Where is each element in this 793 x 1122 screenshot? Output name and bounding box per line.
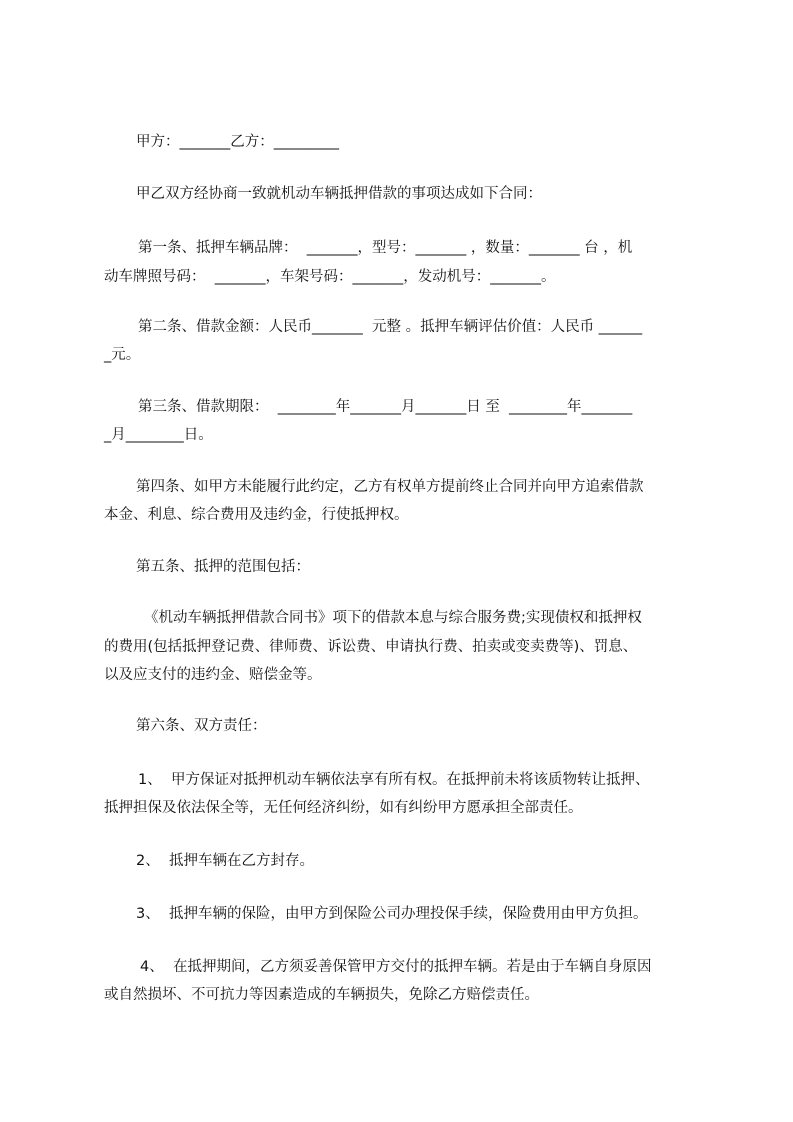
duty-4-line-2: 或自然损坏、不可抗力等因素造成的车辆损失，免除乙方赔偿责任。	[104, 987, 539, 1003]
article-1-line-2: 动车牌照号码： _______，车架号码：_______，发动机号：_______。	[104, 269, 556, 285]
duty-1-line-1: 1、 甲方保证对抵押机动车辆依法享有所有权。在抵押前未将该质物转让抵押、	[138, 772, 650, 788]
article-2-line-1: 第二条、借款金额：人民币_______ 元整 。抵押车辆评估价值：人民币 ______	[138, 319, 643, 335]
article-4-line-2: 本金、利息、综合费用及违约金，行使抵押权。	[104, 507, 409, 523]
article-1-line-1: 第一条、抵押车辆品牌： _______，型号：_______ ，数量：_______ 台 ，机	[138, 240, 633, 256]
parties-line: 甲方：_______乙方：_________	[136, 134, 339, 150]
duty-1-line-2: 抵押担保及依法保全等，无任何经济纠纷，如有纠纷甲方愿承担全部责任。	[104, 800, 583, 816]
article-2-line-2: _元。	[104, 347, 141, 363]
article-5-body-line-3: 以及应支付的违约金、赔偿金等。	[104, 667, 322, 683]
article-4-line-1: 第四条、如甲方未能履行此约定，乙方有权单方提前终止合同并向甲方追索借款	[136, 479, 644, 495]
duty-3: 3、 抵押车辆的保险，由甲方到保险公司办理投保手续，保险费用由甲方负担。	[136, 906, 648, 922]
intro-paragraph: 甲乙双方经协商一致就机动车辆抵押借款的事项达成如下合同：	[136, 186, 542, 202]
article-5-body-line-1: 《机动车辆抵押借款合同书》项下的借款本息与综合服务费;实现债权和抵押权	[144, 610, 642, 626]
article-5-body-line-2: 的费用(包括抵押登记费、律师费、诉讼费、申请执行费、拍卖或变卖费等)、罚息、	[104, 639, 638, 655]
article-3-line-2: _月________日。	[104, 427, 213, 443]
article-3-line-1: 第三条、借款期限： ________年_______月_______日 至 ________年_______	[138, 399, 633, 415]
article-6-title: 第六条、双方责任：	[136, 718, 267, 734]
duty-4-line-1: 4、 在抵押期间，乙方须妥善保管甲方交付的抵押车辆。若是由于车辆自身原因	[140, 959, 652, 975]
duty-2: 2、 抵押车辆在乙方封存。	[136, 853, 314, 869]
article-5-title: 第五条、抵押的范围包括：	[136, 559, 310, 575]
